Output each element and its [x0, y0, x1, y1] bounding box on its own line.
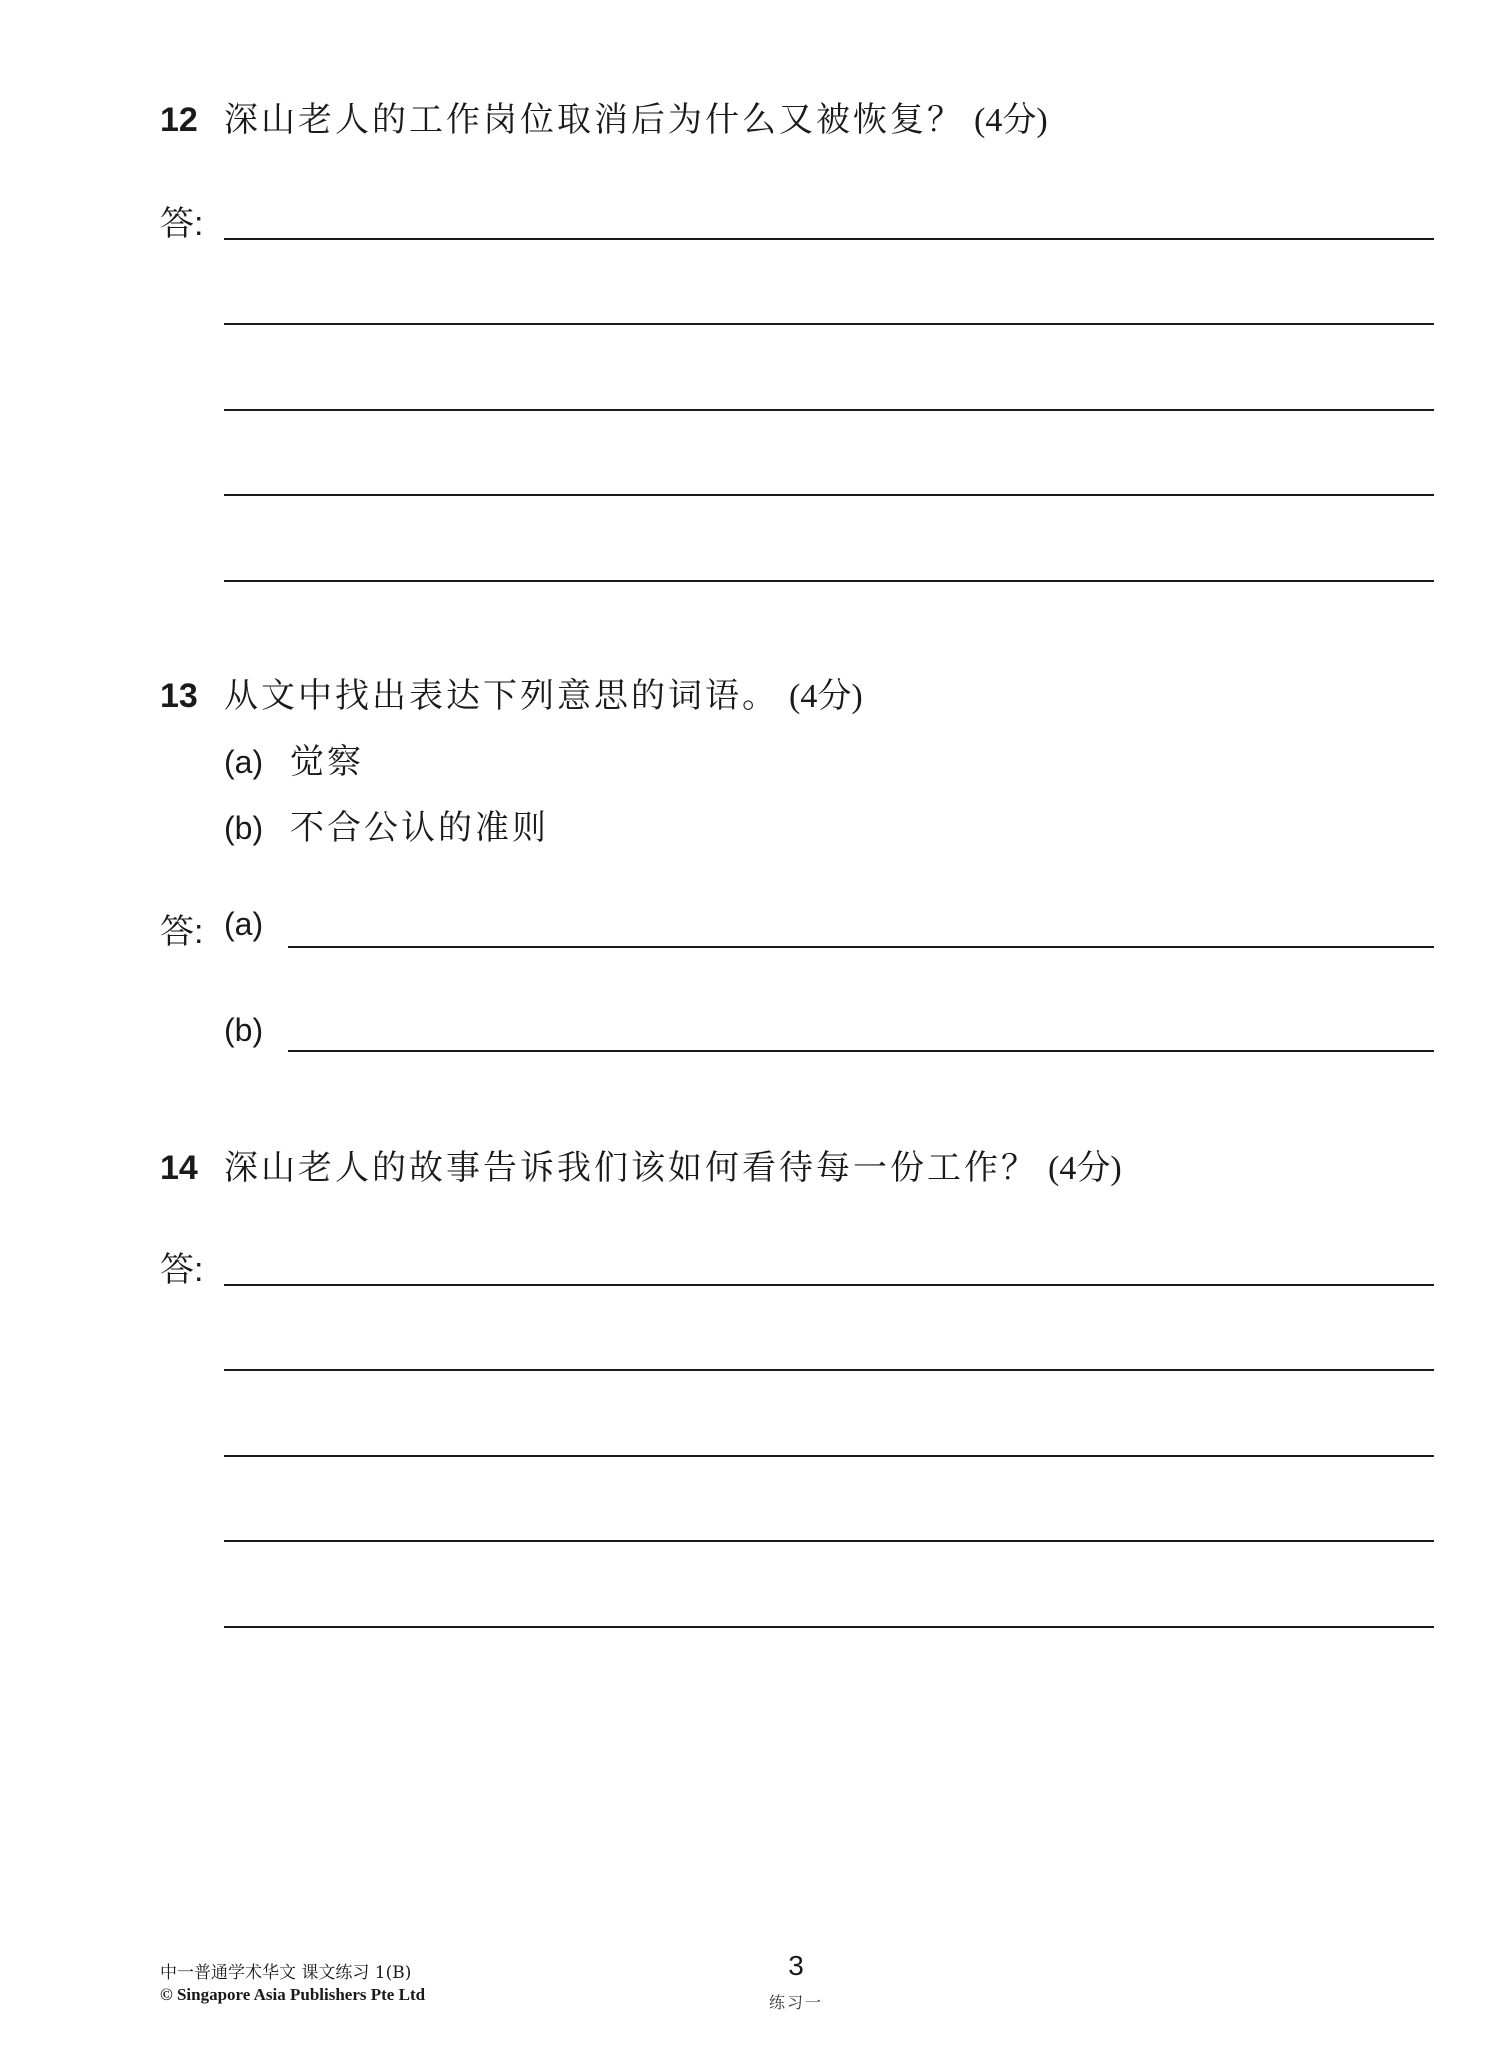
sub-question-a [224, 734, 364, 783]
answer-line-a[interactable] [288, 946, 1434, 948]
sub-question-b [224, 800, 549, 849]
question-13 [160, 668, 863, 717]
answer-prefix: 答: [160, 1250, 204, 1290]
section-label: 练习一 [768, 1993, 823, 2012]
sub-question-label: (b) [224, 810, 264, 846]
question-marks: (4分) [789, 678, 863, 715]
question-number: 12 [160, 101, 198, 139]
answer-line[interactable] [224, 1284, 1434, 1286]
answer-line-b[interactable] [288, 1050, 1434, 1052]
answer-prefix: 答: [160, 912, 204, 952]
question-text: 深山老人的工作岗位取消后为什么又被恢复？ [224, 100, 964, 140]
answer-line[interactable] [224, 323, 1434, 325]
answer-line[interactable] [224, 238, 1434, 240]
answer-label-a: (a) [224, 906, 264, 942]
answer-line[interactable] [224, 494, 1434, 496]
page-number: 3 [788, 1950, 804, 1981]
question-text: 从文中找出表达下列意思的词语。 [224, 676, 779, 716]
question-14 [160, 1140, 1122, 1189]
book-title: 中一普通学术华文 课文练习 1(B) [160, 1963, 412, 1983]
question-12 [160, 92, 1048, 141]
answer-line[interactable] [224, 1540, 1434, 1542]
question-marks: (4分) [974, 102, 1048, 139]
question-text: 深山老人的故事告诉我们该如何看待每一份工作？ [224, 1148, 1038, 1188]
question-number: 14 [160, 1149, 198, 1187]
answer-prefix: 答: [160, 204, 204, 244]
sub-question-text: 不合公认的准则 [290, 808, 549, 848]
footer-info [160, 1962, 425, 2006]
answer-line[interactable] [224, 1369, 1434, 1371]
answer-line[interactable] [224, 1455, 1434, 1457]
sub-question-label: (a) [224, 744, 264, 780]
sub-question-text: 觉察 [290, 742, 364, 782]
answer-line[interactable] [224, 580, 1434, 582]
answer-line[interactable] [224, 1626, 1434, 1628]
question-number: 13 [160, 677, 198, 715]
question-marks: (4分) [1048, 1150, 1122, 1187]
publisher-copyright: © Singapore Asia Publishers Pte Ltd [160, 1985, 426, 2004]
answer-line[interactable] [224, 409, 1434, 411]
answer-label-b: (b) [224, 1012, 264, 1048]
